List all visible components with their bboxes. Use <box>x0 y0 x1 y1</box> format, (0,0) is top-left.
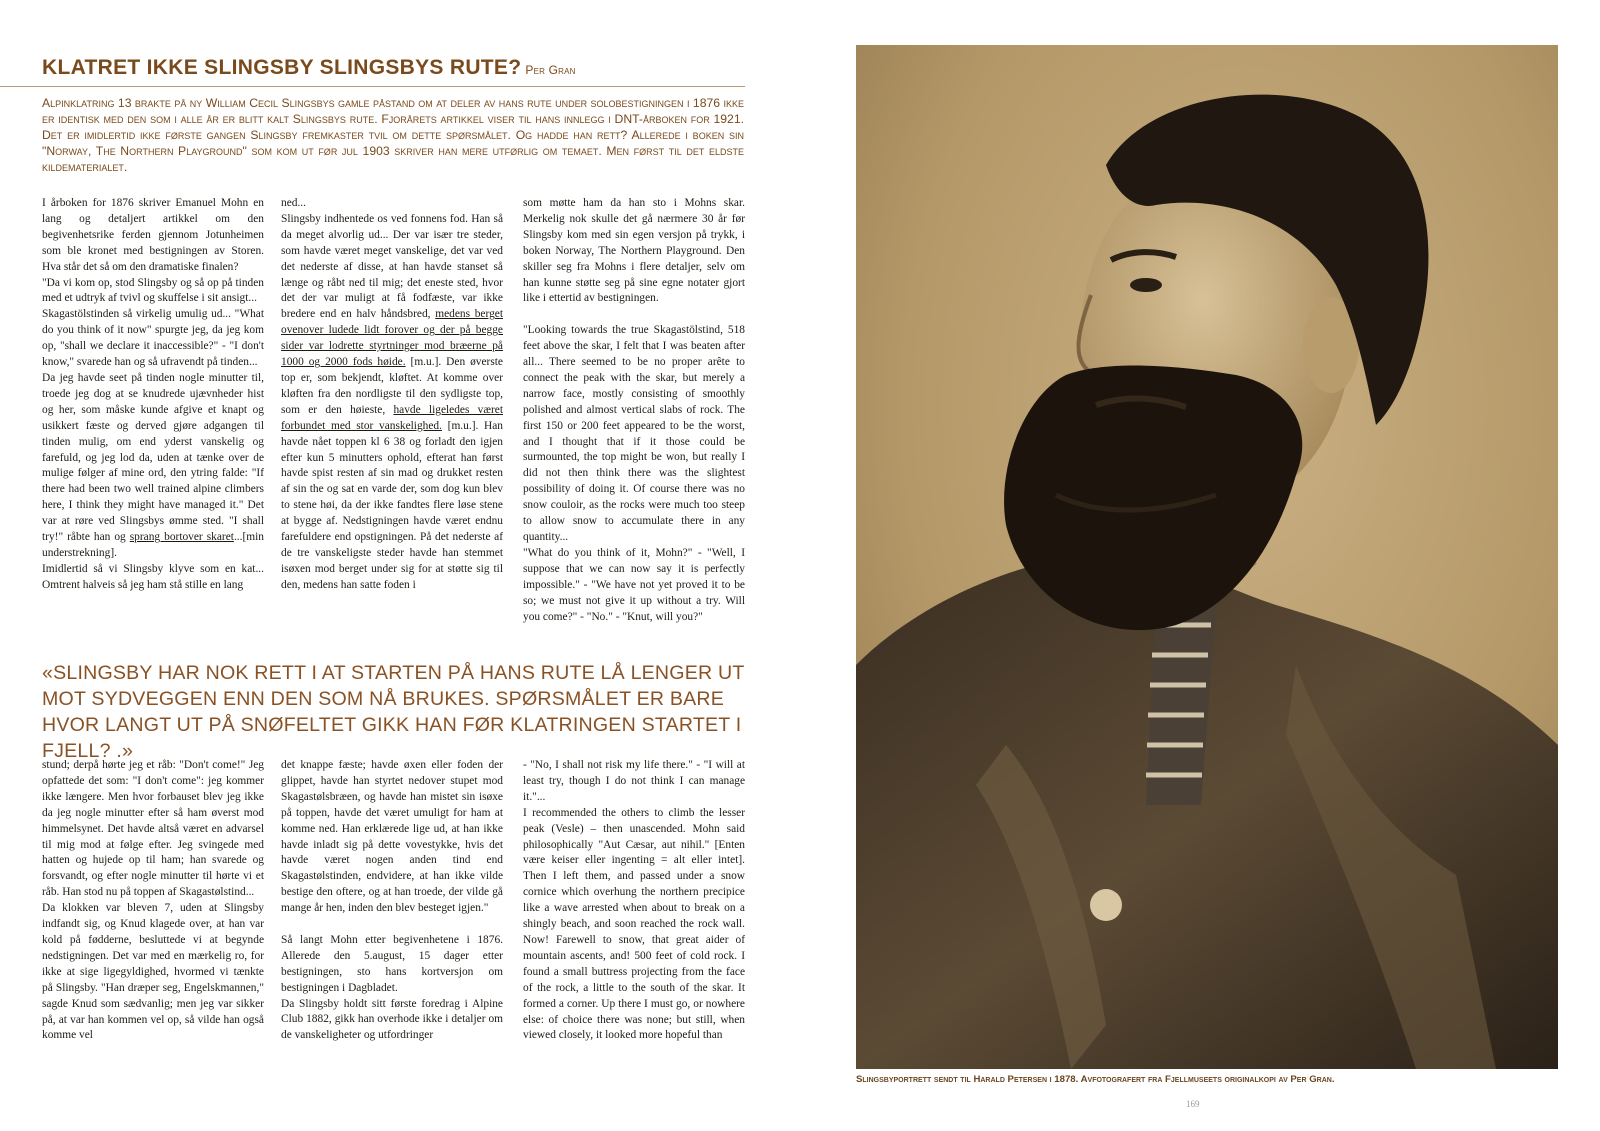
paragraph: I årboken for 1876 skriver Emanuel Mohn en lang og detaljert artikkel om den begivenhetsrike ferden gjennom Jotunheimen som ble kronet med bestigningen av Storen. Hva står det så om den dramatiske finalen? <box>42 197 264 273</box>
column-bottom-2 <box>281 758 503 1068</box>
paragraph: "Da vi kom op, stod Slingsby og så op på tinden med et udtryk af tvivl og skuffelse i sit ansigt... <box>42 276 264 305</box>
underlined-text: havde ligeledes været forbundet med stor vanskelighed. <box>281 403 503 432</box>
paragraph: ned... <box>281 197 306 209</box>
title-divider <box>0 86 745 87</box>
column-bottom-1 <box>42 758 264 1068</box>
underlined-text: sprang bortover skaret <box>129 531 234 544</box>
paragraph: Imidlertid så vi Slingsby klyve som en kat... Omtrent halveis så jeg ham stå stille en lang <box>42 562 264 591</box>
text-run: Slingsby indhentede os ved fonnens fod. Han så da meget alvorlig ud... Der var især tre steder, som havde været meget vanskelige, det var ved det nederste af disse, at han havde stanset så længe og råbt ned til mig; det eneste sted, hvor det der var muligt at få fodfæste, var ikke bredere end en halv håndsbred, <box>281 212 503 321</box>
paragraph: Skagastölstinden så virkelig umulig ud... "What do you think of it now" spurgte jeg, da jeg kom op, "shall we declare it inaccessible?" - "I don't know," svarede han og så ufravendt på tinden... <box>42 308 264 369</box>
paragraph: - "No, I shall not risk my life there." - "I will at least try, though I do not think I can manage it."... <box>523 759 745 803</box>
paragraph: som møtte ham da han sto i Mohns skar. Merkelig nok skulle det gå nærmere 30 år før Slingsby kom med sin egen versjon på trykk, i boken Norway, The Northern Playground. Den skiller seg fra Mohns i flere detaljer, selv om han kunne støtte seg på sine egne notater gjort like i ettertid av bestigningen. <box>523 197 745 305</box>
paragraph: det knappe fæste; havde øxen eller foden der glippet, havde han styrtet nedover stupet mod Skagastølsbræen, og havde han mistet sin isøxe på toppen, havde det været umuligt for ham at komme ned. Han erklærede lige ud, at han ikke havde inladt sig på dette vovestykke, hvis det havde været nogen anden tind end Skagastølstinden, endvidere, at han ikke vilde bestige den oftere, og at han troede, der vilde gå mange år hen, inden den blev besteget igjen." <box>281 759 503 915</box>
photo-caption: Slingsbyportrett sendt til Harald Petersen i 1878. Avfotografert fra Fjellmuseets originalkopi av Per Gran. <box>856 1074 1335 1085</box>
paragraph: "What do you think of it, Mohn?" - "Well, I suppose that we can now say it is perfectly impossible." - "We have not yet proved it to be so; we must not give it up without a try. Will you come?" - "No." - "Knut, will you?" <box>523 546 745 623</box>
article-title <box>42 56 576 80</box>
pull-quote: «SLINGSBY HAR NOK RETT I AT STARTEN PÅ HANS RUTE LÅ LENGER UT MOT SYDVEGGEN ENN DEN SOM NÅ BRUKES. SPØRSMÅLET ER BARE HVOR LANGT UT PÅ SNØFELTET GIKK HAN FØR KLATRINGEN STARTET I FJELL? .» <box>42 662 745 762</box>
paragraph: stund; derpå hørte jeg et råb: "Don't come!" Jeg opfattede det som: "I don't come": jeg kommer ikke længere. Men hvor forbauset blev jeg ikke da jeg nogle minutter efter så ham øverst mod himmelsynet. Det havde altså været en advarsel til mig mod at følge efter. Jeg svingede med hatten og hujede op til ham; han svarede og forsvandt, og efter nogle minutter til hørte vi et råb. Han stod nu på toppen af Skagastølstind... <box>42 759 264 899</box>
page-number: 169 <box>1186 1099 1200 1109</box>
coat-button <box>1090 889 1122 921</box>
text-run: ...[min understrekning]. <box>42 531 264 559</box>
article-ingress: Alpinklatring 13 brakte på ny William Cecil Slingsbys gamle påstand om at deler av hans rute under solobestigningen i 1876 ikke er identisk med den som i alle år er blitt kalt Slingsbys rute. Fjorårets artikkel viser til hans innlegg i DNT-årboken for 1921. Det er imidlertid ikke første gangen Slingsby fremkaster tvil om dette spørsmålet. Og hadde han rett? Allerede i boken sin "Norway, The Northern Playground" som kom ut før jul 1903 skriver han mere utførlig om temaet. Men først til det eldste kildematerialet. <box>42 96 744 174</box>
paragraph <box>42 371 264 562</box>
paragraph: I recommended the others to climb the lesser peak (Vesle) – then unascended. Mohn said philosophically "Aut Cæsar, aut nihil." [Enten være keiser eller ingenting = alt eller intet]. Then I left them, and passed under a snow cornice which overhung the northern precipice like a wave arrested when about to break on a shingly beach, and soon reached the rock wall. Now! Farewell to snow, that great aider of mountain ascents, and! 500 feet of cold rock. I found a small buttress projecting from the face of the rock, a little to the south of the skar. It formed a corner. Up there I must go, or nowhere else: of choice there was none; but still, when viewed closely, it looked more hopeful than <box>523 806 745 1042</box>
text-run: [m.u.]. Han havde nået toppen kl 6 38 og forladt den igjen efter kun 5 minutters ophold, efterat han først havde spist resten af sin mad og drukket resten af sin the og sat en varde der, som dog kun blev to stene høi, da der ikke fandtes flere løse stene at bygge af. Nedstigningen havde været endnu farefuldere end opstigningen. På det nederste af de tre vanskeligste steder havde han stemmet isøxen mod berget under sig for at støtte sig til den, medens han satte foden i <box>281 419 503 591</box>
article-author: Per Gran <box>525 63 576 77</box>
paragraph: "Looking towards the true Skagastölstind, 518 feet above the skar, I felt that I was beaten after all... There seemed to be no proper arête to connect the peak with the skar, but merely a narrow face, mostly consisting of smoothly polished and almost vertical slabs of rock. The first 150 or 200 feet appeared to be the worst, and I thought that if it those could be surmounted, the top might be won, but really I did not then think there was the slightest possibility of doing it. Of course there was no snow couloir, as the rocks were much too steep to allow snow to accumulate there in any quantity... <box>523 324 745 544</box>
text-run: Da jeg havde seet på tinden nogle minutter til, troede jeg dog at se knudrede ujævnheder hist og her, som måske kunde afgive et knapt og usikkert fæste og derved gjøre adgangen til tinden mulig, om end yderst vanskelig og farefuld, og jeg lod da, uden at tænke over de mulige følger af mine ord, den ytring falde: "If there had been two well trained alpine climbers here, I think they might have managed it." Det var at røre ved Slingsbys ømme sted. "I shall try!" råbte han og <box>42 371 264 544</box>
column-top-1 <box>42 196 264 630</box>
eye-shape <box>1130 278 1162 292</box>
column-top-2 <box>281 196 503 630</box>
article-title-text: KLATRET IKKE SLINGSBY SLINGSBYS RUTE? <box>42 56 522 79</box>
text-run: [m.u.]. Den øverste top er, som bekjendt, kløftet. At komme over kløften fra den nordligste til den sydligste top, som er den høieste, <box>281 356 503 416</box>
paragraph: Da klokken var bleven 7, uden at Slingsby indfandt sig, og Knud klagede over, at han var kold på fødderne, besluttede vi at begynde nedstigningen. Det var med en mærkelig ro, for ikke at sige ligegyldighed, hvormed vi tænkte på Slingsby. "Han dræper seg, Engelskmannen," sagde Knud som sædvanlig; men jeg var sikker på, at var han kommen vel op, så vilde han også komme vel <box>42 902 264 1042</box>
paragraph <box>281 212 503 594</box>
paragraph: Så langt Mohn etter begivenhetene i 1876. Allerede den 5.august, 15 dager etter bestigningen, sto hans kortversjon om bestigningen i Dagbladet. <box>281 933 503 994</box>
portrait-photo <box>856 45 1558 1069</box>
underlined-text: medens berget ovenover ludede lidt forover og der på begge sider var lodrette styrtninger mod bræerne på 1000 og 2000 fods høide. <box>281 308 503 369</box>
portrait-illustration <box>856 45 1558 1069</box>
column-bottom-3 <box>523 758 745 1068</box>
paragraph: Da Slingsby holdt sitt første foredrag i Alpine Club 1882, gikk han overhode ikke i detaljer om de vanskeligheter og utfordringer <box>281 997 503 1042</box>
column-top-3 <box>523 196 745 630</box>
